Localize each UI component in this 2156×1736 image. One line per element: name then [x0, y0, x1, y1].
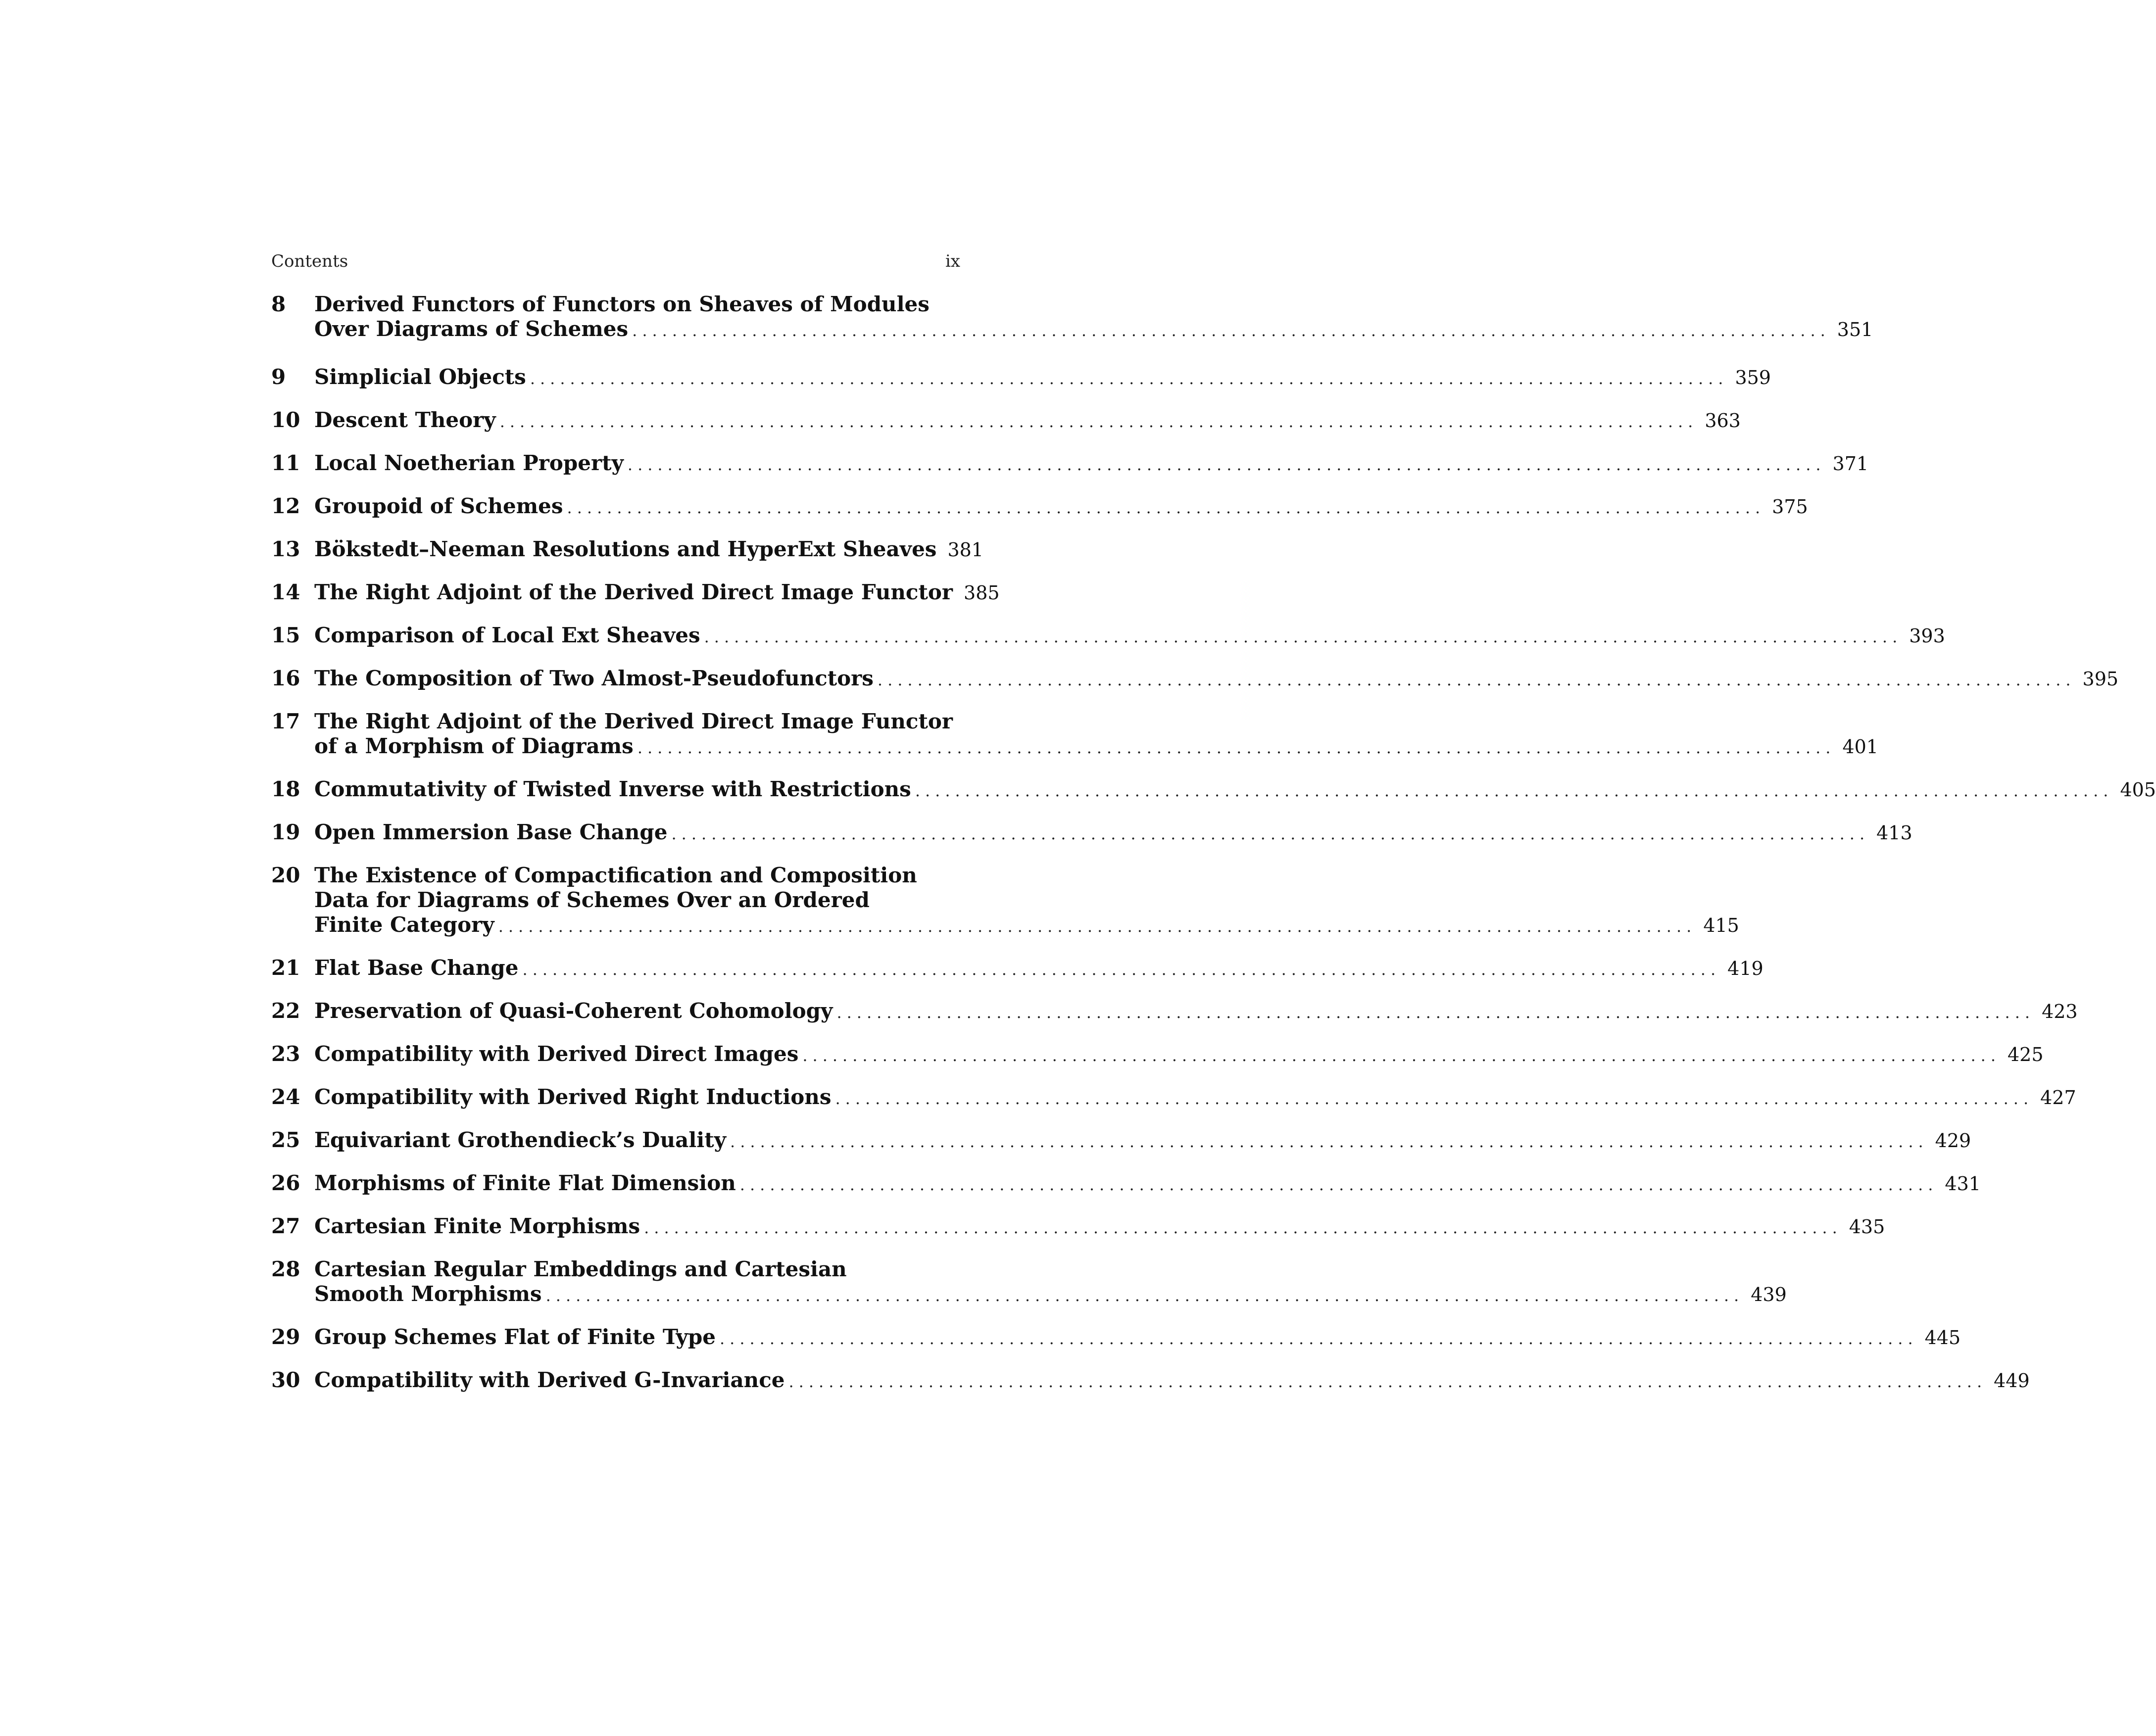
- chapter-page-number: 381: [947, 539, 983, 561]
- toc-entry[interactable]: [271, 1085, 2076, 1111]
- chapter-title-line: Cartesian Regular Embeddings and Cartesian: [314, 1257, 847, 1281]
- chapter-number: 20: [271, 863, 300, 887]
- chapter-page-number: 371: [1832, 453, 1869, 475]
- chapter-page-number: 363: [1705, 410, 1741, 432]
- toc-entry[interactable]: [271, 408, 1741, 434]
- chapter-number: 9: [271, 365, 286, 389]
- chapter-page-number: 425: [2007, 1044, 2044, 1065]
- toc-entry[interactable]: [271, 777, 2156, 803]
- chapter-title: Smooth Morphisms: [314, 1282, 542, 1306]
- toc-entry[interactable]: [271, 999, 2078, 1025]
- chapter-page-number: 449: [1994, 1370, 2030, 1392]
- chapter-title: Commutativity of Twisted Inverse with Restrictions: [314, 777, 911, 801]
- chapter-number: 12: [271, 494, 300, 518]
- chapter-title: Compatibility with Derived Right Inductions: [314, 1085, 832, 1109]
- chapter-number: 22: [271, 999, 300, 1023]
- toc-entry[interactable]: [271, 580, 1000, 606]
- running-head-title: Contents: [271, 251, 348, 271]
- page-number: ix: [945, 251, 960, 271]
- dot-leader: ........................................................................................................................: [739, 1175, 1938, 1194]
- dot-leader: ........................................................................................................................: [802, 1046, 2001, 1065]
- chapter-page-number: 395: [2082, 668, 2119, 690]
- chapter-title: The Right Adjoint of the Derived Direct Image Functor: [314, 580, 953, 604]
- chapter-title-line: Derived Functors of Functors on Sheaves of Modules: [314, 292, 930, 316]
- chapter-page-number: 419: [1727, 958, 1764, 979]
- chapter-page-number: 439: [1751, 1284, 1787, 1305]
- chapter-number: 10: [271, 408, 300, 432]
- chapter-number: 27: [271, 1214, 300, 1238]
- chapter-page-number: 427: [2040, 1087, 2076, 1109]
- chapter-title: Descent Theory: [314, 408, 496, 432]
- chapter-number: 25: [271, 1128, 300, 1152]
- chapter-page-number: 423: [2042, 1001, 2078, 1022]
- chapter-title: Equivariant Grothendieck’s Duality: [314, 1128, 727, 1152]
- chapter-title: Over Diagrams of Schemes: [314, 317, 629, 341]
- dot-leader: ........................................................................................................................: [522, 960, 1721, 979]
- dot-leader: ........................................................................................................................: [637, 738, 1836, 757]
- toc-entry[interactable]: [271, 1214, 1885, 1240]
- dot-leader: ........................................................................................................................: [627, 455, 1826, 474]
- chapter-number: 13: [271, 537, 300, 561]
- chapter-title: Cartesian Finite Morphisms: [314, 1214, 640, 1238]
- chapter-title: Compatibility with Derived G-Invariance: [314, 1368, 785, 1392]
- chapter-number: 16: [271, 666, 300, 690]
- toc-entry[interactable]: [271, 537, 983, 563]
- chapter-number: 18: [271, 777, 300, 801]
- chapter-number: 26: [271, 1171, 300, 1195]
- chapter-number: 30: [271, 1368, 300, 1392]
- toc-entry[interactable]: [271, 1171, 1981, 1197]
- chapter-title-line: Data for Diagrams of Schemes Over an Ordered: [314, 888, 870, 912]
- chapter-title: Flat Base Change: [314, 956, 519, 980]
- chapter-page-number: 393: [1909, 625, 1945, 647]
- dot-leader: ........................................................................................................................: [644, 1218, 1842, 1237]
- dot-leader: ........................................................................................................................: [788, 1372, 1987, 1391]
- chapter-title: Groupoid of Schemes: [314, 494, 563, 518]
- running-head: [271, 251, 960, 271]
- chapter-title: The Composition of Two Almost-Pseudofunctors: [314, 666, 874, 690]
- dot-leader: ........................................................................................................................: [915, 781, 2113, 800]
- chapter-number: 8: [271, 292, 286, 316]
- chapter-title: Local Noetherian Property: [314, 451, 624, 475]
- chapter-number: 28: [271, 1257, 300, 1281]
- chapter-title: of a Morphism of Diagrams: [314, 734, 634, 758]
- dot-leader: ........................................................................................................................: [877, 671, 2076, 689]
- dot-leader: ........................................................................................................................: [730, 1132, 1928, 1151]
- chapter-number: 21: [271, 956, 300, 980]
- dot-leader: ........................................................................................................................: [836, 1003, 2035, 1022]
- toc-entry[interactable]: [271, 863, 1739, 939]
- dot-leader: ........................................................................................................................: [545, 1286, 1744, 1305]
- chapter-title: Finite Category: [314, 913, 494, 937]
- chapter-page-number: 405: [2120, 779, 2156, 801]
- chapter-page-number: 429: [1935, 1130, 1971, 1152]
- toc-entry[interactable]: [271, 709, 1878, 760]
- chapter-title: Bökstedt–Neeman Resolutions and HyperExt Sheaves: [314, 537, 937, 561]
- chapter-title: Compatibility with Derived Direct Images: [314, 1042, 799, 1066]
- dot-leader: ........................................................................................................................: [530, 369, 1728, 388]
- dot-leader: ........................................................................................................................: [567, 498, 1765, 517]
- chapter-page-number: 351: [1837, 319, 1873, 340]
- chapter-title: Open Immersion Base Change: [314, 820, 668, 844]
- toc-entry[interactable]: [271, 292, 1873, 343]
- chapter-number: 23: [271, 1042, 300, 1066]
- chapter-title: Simplicial Objects: [314, 365, 526, 389]
- chapter-page-number: 435: [1849, 1216, 1885, 1238]
- chapter-page-number: 413: [1876, 822, 1912, 844]
- chapter-page-number: 431: [1945, 1173, 1981, 1195]
- toc-entry[interactable]: [271, 1325, 1961, 1351]
- toc-entry[interactable]: [271, 1042, 2044, 1068]
- chapter-title-line: The Existence of Compactification and Composition: [314, 863, 917, 887]
- toc-entry[interactable]: [271, 1368, 2030, 1394]
- dot-leader: ........................................................................................................................: [719, 1329, 1918, 1348]
- toc-entry[interactable]: [271, 956, 1764, 982]
- chapter-number: 15: [271, 623, 300, 647]
- dot-leader: ........................................................................................................................: [704, 627, 1903, 646]
- toc-entry[interactable]: [271, 623, 1945, 649]
- chapter-number: 19: [271, 820, 300, 844]
- toc-entry[interactable]: [271, 365, 1771, 391]
- chapter-number: 17: [271, 709, 300, 733]
- chapter-title: Preservation of Quasi-Coherent Cohomology: [314, 999, 833, 1023]
- chapter-page-number: 385: [964, 582, 1000, 604]
- toc-entry[interactable]: [271, 666, 2119, 692]
- dot-leader: ........................................................................................................................: [499, 412, 1698, 431]
- dot-leader: ........................................................................................................................: [671, 824, 1870, 843]
- chapter-title: Group Schemes Flat of Finite Type: [314, 1325, 716, 1349]
- chapter-number: 11: [271, 451, 300, 475]
- chapter-page-number: 359: [1735, 367, 1771, 388]
- dot-leader: ........................................................................................................................: [835, 1089, 2034, 1108]
- chapter-number: 29: [271, 1325, 300, 1349]
- chapter-page-number: 415: [1703, 915, 1739, 936]
- dot-leader: ........................................................................................................................: [498, 917, 1697, 936]
- chapter-title: Comparison of Local Ext Sheaves: [314, 623, 700, 647]
- chapter-number: 24: [271, 1085, 300, 1109]
- chapter-page-number: 445: [1924, 1327, 1961, 1349]
- chapter-title-line: The Right Adjoint of the Derived Direct Image Functor: [314, 709, 953, 733]
- toc-entry[interactable]: [271, 1128, 1971, 1154]
- toc-entry[interactable]: [271, 451, 1869, 477]
- chapter-number: 14: [271, 580, 300, 604]
- toc-entry[interactable]: [271, 1257, 1787, 1308]
- dot-leader: ........................................................................................................................: [632, 321, 1830, 340]
- toc-entry[interactable]: [271, 494, 1808, 520]
- chapter-page-number: 375: [1772, 496, 1808, 518]
- toc-entry[interactable]: [271, 820, 1912, 846]
- chapter-page-number: 401: [1842, 736, 1878, 758]
- chapter-title: Morphisms of Finite Flat Dimension: [314, 1171, 736, 1195]
